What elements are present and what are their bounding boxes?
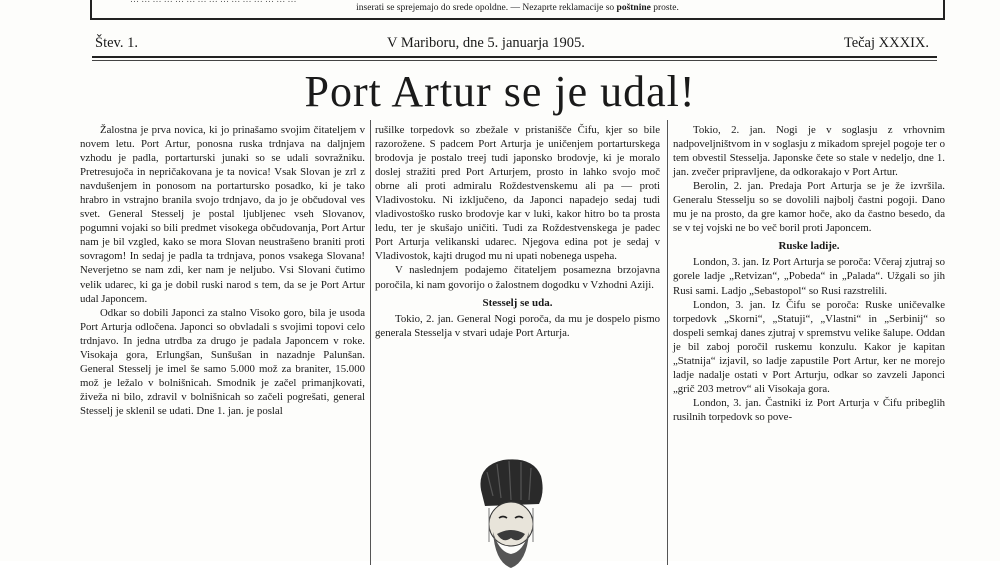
paragraph: London, 3. jan. Iz Čifu se poroča: Ruske uničevalke torpedovk „Skorni“, „Statuji“, „Vlastni“ in „Serbinij“ so dospeli semkaj danes zjutraj v spremstvu velike šalupe. Oddan je bil zaboj poročil ruskemu konzulu. Kakor je kapitan „Statnija“ izjavil, so ladje zapustile Port Artur, ker ne morejo ladje nadalje ostati v Port Arturju, odkar so zavzeli Japonci „grič 203 metrov“ ali Visokaja gora.: [673, 298, 945, 395]
masthead: [95, 33, 935, 55]
notice-line-2-text: inserati se sprejemajo do srede opoldne. — Nezaprte reklamacije so: [356, 3, 617, 13]
paragraph: London, 3. jan. Častniki iz Port Arturja v Čifu pribeglih rusilnih torpedovk so pove-: [673, 396, 945, 423]
paragraph: London, 3. jan. Iz Port Arturja se poroča: Včeraj zjutraj so gorele ladje „Retvizan“, „Pobeda“ in „Palada“. Užgali so jih Rusi sami. Ladjo „Sebastopol“ so Rusi razstrelili.: [673, 256, 945, 297]
article-column-1: [80, 123, 365, 418]
notice-line-2: [92, 3, 943, 13]
general-portrait-illustration: [463, 452, 558, 572]
paragraph: V naslednjem podajemo čitateljem posamezna brzojavna poročila, ki nam govorijo o žalostnem dogodku v Vzhodni Aziji.: [375, 264, 660, 291]
paragraph: Berolin, 2. jan. Predaja Port Arturja se je že izvršila. Generalu Stesselju so se dovolili najbolj častni pogoji. Dano mu je na prosto, da gre kamor hoče, ako da častno besedo, da se v tej vojski ne bo več boril proti Japoncem.: [673, 180, 945, 235]
notice-line-2-bold: poštnine: [616, 3, 651, 13]
issue-number: Štev. 1.: [95, 35, 138, 51]
section-subhead: Ruske ladije.: [778, 240, 840, 253]
masthead-rule-thin: [92, 60, 937, 61]
article-column-2: [375, 123, 660, 340]
notice-line-2-end: proste.: [650, 3, 679, 13]
paragraph: rušilke torpedovk so zbežale v pristanišče Čifu, kjer so bile razorožene. S padcem Port Arturja je uničenjem portarturskega brodovja je postalo treej tudi japonsko brodovje, ki je moralo doslej stražiti pred Port Arturjem, prosto in lahko svojo moč obrne ali proti admiralu Roždestvenskemu ali pa — proti Vladivostoku. Ni izključeno, da Japonci napadejo sedaj tudi vladivostoško rusko brodovje kar v luki, kakor hitro bo ta prosta ledu, ter je skušajo uničiti. Tudi za Roždestvenskega je padec Port Arturja velikanski udarec. Njegova edina pot je sedaj v Vladivostok, kajti drugod mu ni upati nobenega uspeha.: [375, 124, 660, 263]
paragraph: Odkar so dobili Japonci za stalno Visoko goro, bila je usoda Port Arturja odločena. Japonci so obvladali s svojimi topovi celo trdnjavo. In jedna utrdba za drugo je padala Japoncem v roke. Visokaja gora, Erlungšan, Sunšušan in nazadnje Palunšan. General Stesselj je imel še samo 5.000 mož za braniter, 15.000 mož je ležalo v bolnišnicah. Smodnik je začel primanjkovati, živeža ni bilo, zdravil v bolnišnicah so začeli pogrešati, general Stesselj je sklenil se udati. Dne 1. jan. je poslal: [80, 306, 365, 417]
subscription-notice-box: [90, 0, 945, 20]
paragraph: Žalostna je prva novica, ki jo prinašamo svojim čitateljem v novem letu. Port Artur, ponosna ruska trdnjava na daljnjem vzhodu je padla, portarturski junaki so se udali sovražniku. Pretresujoča in nepričakovana je ta novica! Vsak Slovan je zrl z navdušenjem in ponosom na portartursko posadko, ki je tako hrabro in vstrajno branila svojo trdnjavo, da jo je občudoval ves svet. General Stesselj je postal ljubljenec vseh Slovanov, pogumni vojaki so bili predmet visokega občudovanja, Port Artur nam je bil vzgled, kako se mora Slovan neustrašeno braniti proti sovragom! In sedaj je padla ta trdnjava, ponos vsakega Slovana! Neverjetno se nam zdi, ker nam je neljubo. Vsi Slovani čutimo velik udarec, ki ga je dobil ruski narod s tem, da se je Port Artur udal Japoncem.: [80, 124, 365, 305]
paragraph: Tokio, 2. jan. General Nogi poroča, da mu je dospelo pismo generala Stesselja v stvari udaje Port Arturja.: [375, 312, 660, 339]
paragraph: Tokio, 2. jan. Nogi je v soglasju z vrhovnim nadpoveljništvom in v soglasju z mikadom sprejel pogoje ter o tem obvestil Stesselja. Japonske čete so stale v nedeljo, dne 1. jan. zvečer pripravljene, da odkorakajo v Port Artur.: [673, 124, 945, 179]
section-subhead: Stesselj se uda.: [482, 296, 553, 309]
masthead-rule: [92, 56, 937, 58]
volume-number: Tečaj XXXIX.: [843, 35, 929, 51]
headline: Port Artur se je udal!: [304, 67, 696, 116]
column-rule-1: [370, 120, 371, 565]
article-column-3: [673, 123, 945, 424]
column-rule-2: [667, 120, 668, 565]
dateline: V Mariboru, dne 5. januarja 1905.: [387, 35, 585, 51]
